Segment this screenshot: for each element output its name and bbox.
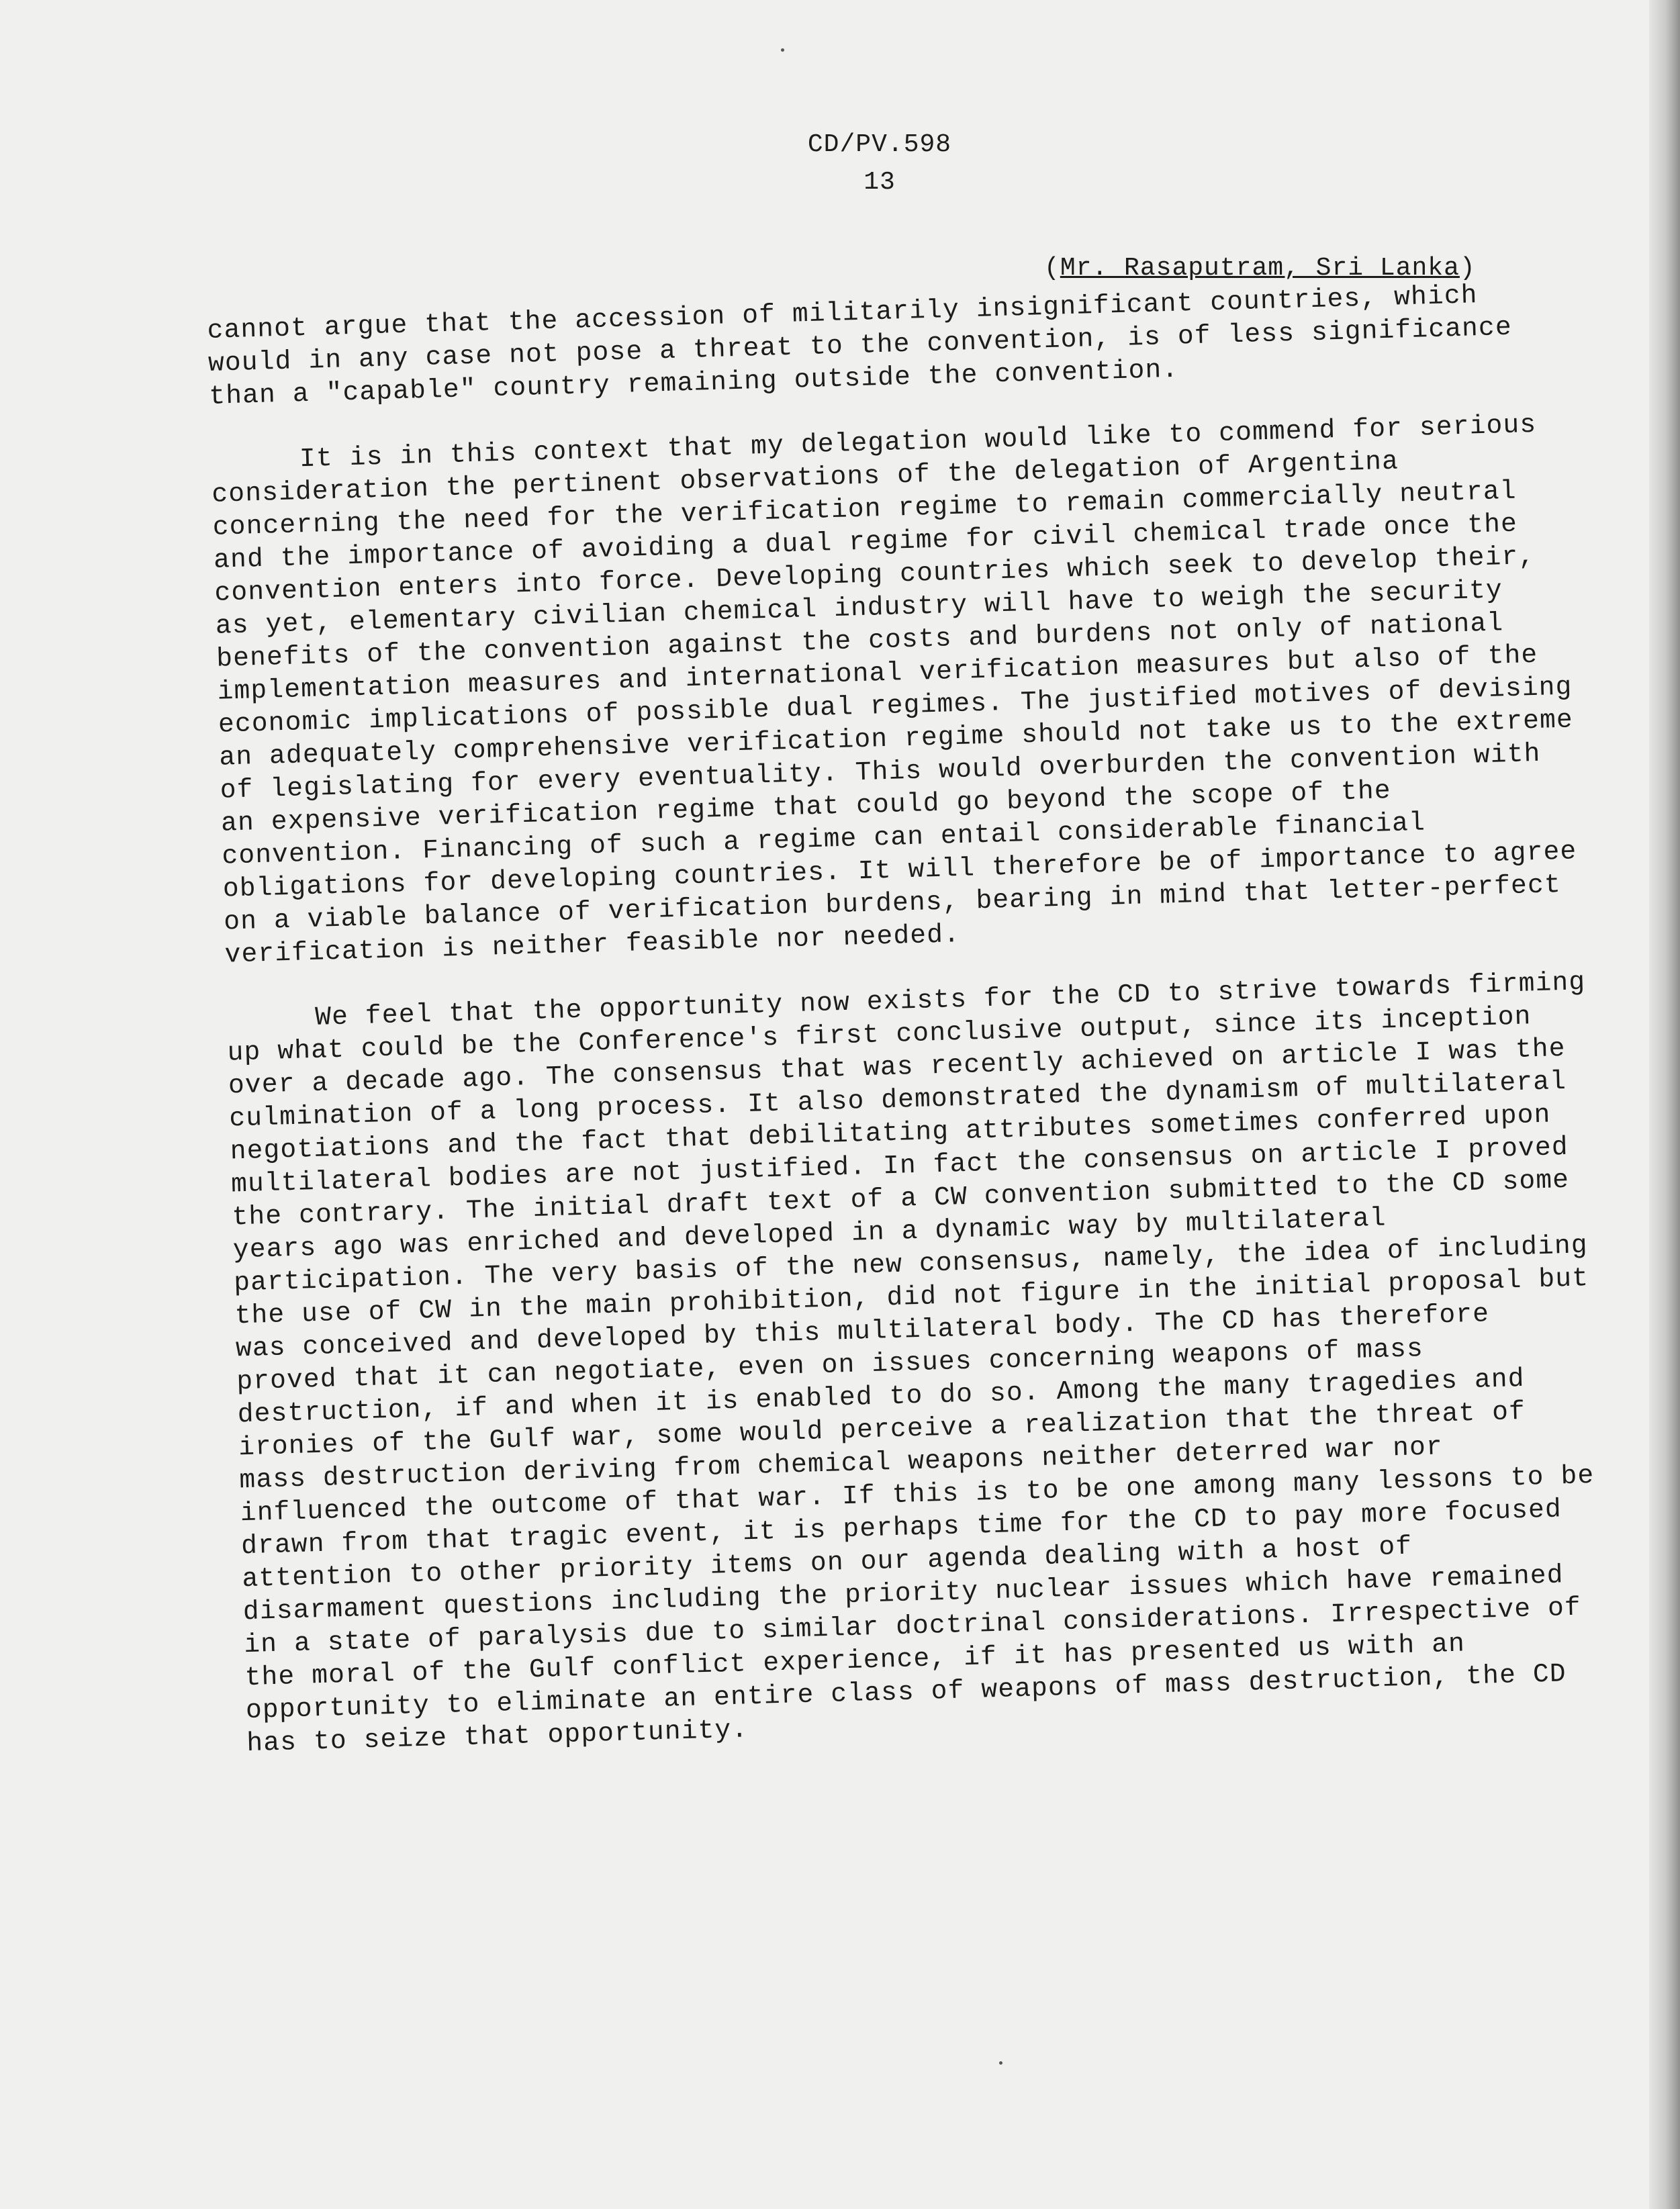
paragraph-verification: It is in this context that my delegation would like to commend for serious consideration the pertinent observations of the delegation of Argentina concerning the need for the verification regime to remain commercially neutral and the importance of avoiding a dual regime for civil chemical trade once the convention enters into force. Developing countries which seek to develop their, as yet, elementary civilian chemical industry will have to weigh the security benefits of the convention against the costs and burdens not only of national implementation measures and international verification measures but also of the economic implications of possible dual regimes. The justified motives of devising an adequately comprehensive verification regime should not take us to the extreme of legislating for every eventuality. This would overburden the convention with an expensive verification regime that could go beyond the scope of the convention. Financing of such a regime can entail considerable financial obligations for developing countries. It will therefore be of importance to agree on a viable balance of verification burdens, bearing in mind that letter-perfect verification is neither feasible nor needed. — [211, 409, 1577, 970]
speaker-name: Mr. Rasaputram, Sri Lanka — [1060, 254, 1460, 283]
speaker-open-paren: ( — [1044, 254, 1060, 283]
speaker-close-paren: ) — [1459, 254, 1476, 283]
paragraph-continuation: cannot argue that the accession of militarily insignificant countries, which would in any case not pose a threat to the convention, is of less significance than a "capable" country remaining outside the convention. — [207, 280, 1513, 412]
scan-speck — [999, 2061, 1002, 2065]
scan-speck — [781, 48, 784, 52]
statement-body — [207, 276, 1611, 1792]
document-header — [759, 126, 1000, 201]
scan-page-edge — [1649, 0, 1680, 2209]
paragraph-consensus: We feel that the opportunity now exists for the CD to strive towards firming up what could be the Conference's first conclusive output, since its inception over a decade ago. The consensus that was recently achieved on article I was the culmination of a long process. It also demonstrated the dynamism of multilateral negotiations and the fact that debilitating attributes sometimes conferred upon multilateral bodies are not justified. In fact the consensus on article I proved the contrary. The initial draft text of a CW convention submitted to the CD some years ago was enriched and developed in a dynamic way by multilateral participation. The very basis of the new consensus, namely, the idea of including the use of CW in the main prohibition, did not figure in the initial proposal but was conceived and developed by this multilateral body. The CD has therefore proved that it can negotiate, even on issues concerning weapons of mass destruction, if and when it is enabled to do so. Among the many tragedies and ironies of the Gulf war, some would perceive a realization that the threat of mass destruction deriving from chemical weapons neither deterred war nor influenced the outcome of that war. If this is to be one among many lessons to be drawn from that tragic event, it is perhaps time for the CD to pay more focused attention to other priority items on our agenda dealing with a host of disarmament questions including the priority nuclear issues which have remained in a state of paralysis due to similar doctrinal considerations. Irrespective of the moral of the Gulf conflict experience, if it has presented us with an opportunity to eliminate an entire class of weapons of mass destruction, the CD has to seize that opportunity. — [227, 967, 1595, 1759]
speaker-attribution — [1044, 254, 1476, 283]
page-number: 13 — [864, 168, 896, 197]
document-symbol: CD/PV.598 — [807, 130, 952, 159]
